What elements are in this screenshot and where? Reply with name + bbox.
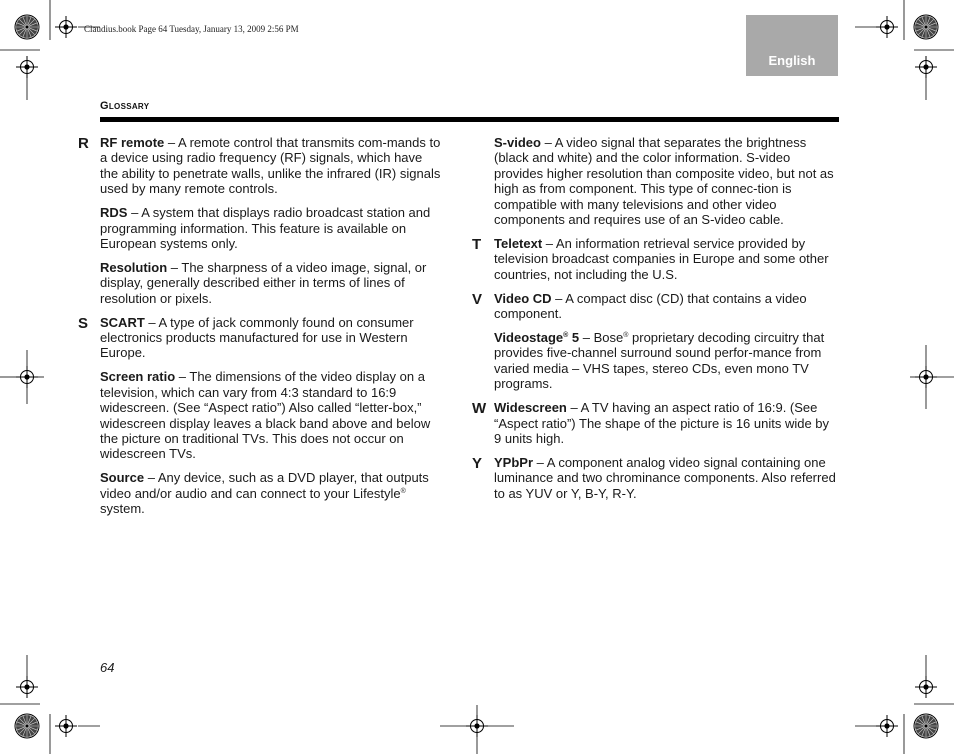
alpha-index-letter: W: [472, 400, 487, 418]
entry-text: [494, 455, 837, 501]
entry-term: Videostage: [494, 329, 564, 345]
glossary-entry: [78, 314, 443, 361]
entry-text: [100, 135, 443, 197]
entry-definition: – A remote control that transmits com-mands to a device using radio frequency (RF) signals, which have the ability to penetrate walls, unlike the infrared (IR) signals used by many remote controls.: [100, 135, 441, 197]
entry-term: SCART: [100, 314, 145, 330]
registered-mark: ®: [563, 331, 569, 339]
entry-term: RF remote: [100, 135, 165, 150]
entry-text: [494, 400, 837, 446]
entry-term: Resolution: [100, 259, 168, 275]
entry-text: [100, 470, 443, 516]
entry-term: S-video: [494, 135, 541, 150]
entry-text: [494, 291, 837, 322]
glossary-entry: [472, 400, 837, 446]
glossary-entry: [472, 454, 837, 501]
entry-text: [494, 135, 837, 227]
entry-text: [494, 236, 837, 282]
entry-definition: – A system that displays radio broadcast station and programming information. This feature is available on European systems only.: [100, 205, 431, 251]
alpha-index-letter: S: [78, 314, 89, 332]
entry-text: [100, 315, 443, 361]
entry-definition: – The dimensions of the video display on a television, which can vary from 4:3 standard to 16:9 widescreen. (See “Aspect ratio”) Also called “letter-box,” widescreen display leaves a black band above and below the picture on traditional TVs. This does not occur on widescreen TVs.: [100, 369, 431, 462]
entry-term: RDS: [100, 205, 128, 221]
entry-definition: – The sharpness of a video image, signal, or display, generally described either in terms of lines of resolution or pixels.: [100, 259, 427, 306]
entry-definition: – A type of jack commonly found on consumer electronics products manufactured for use in Western Europe.: [100, 314, 414, 361]
entry-term: Widescreen: [494, 400, 567, 416]
glossary-entry: [78, 135, 443, 197]
entry-definition: – Bose: [579, 329, 624, 345]
entry-term-tail: 5: [568, 329, 580, 345]
header-rule: [100, 117, 839, 122]
entry-definition: – A TV having an aspect ratio of 16:9. (See “Aspect ratio”) The shape of the picture is 16 units wide by 9 units high.: [494, 400, 830, 446]
glossary-entry: [494, 135, 837, 227]
registered-mark: ®: [400, 487, 406, 495]
entry-text: [100, 369, 443, 461]
glossary-left-column: [78, 135, 443, 525]
entry-term: YPbPr: [494, 454, 534, 470]
glossary-entry: [100, 470, 443, 516]
glossary-right-column: [472, 135, 837, 510]
glossary-entry: [472, 235, 837, 282]
entry-definition: – An information retrieval service provided by television broadcast companies in Europe and some other countries, not including the U.S.: [494, 235, 829, 282]
glossary-entry: [100, 369, 443, 461]
section-title: Glossary: [100, 100, 150, 112]
glossary-entry: [472, 290, 837, 322]
glossary-entry: [100, 205, 443, 251]
page-number: 64: [100, 660, 115, 675]
entry-definition-tail: proprietary decoding circuitry that provides five-channel surround sound perfor-mance from varied media – VHS tapes, stereo CDs, even mono TV programs.: [494, 329, 825, 392]
alpha-index-letter: T: [472, 235, 482, 253]
entry-definition-tail: system.: [100, 501, 145, 517]
entry-definition: – A component analog video signal containing one luminance and two chrominance components. Also referred to as YUV or Y, B-Y, R-Y.: [494, 454, 836, 501]
alpha-index-letter: R: [78, 135, 89, 152]
entry-term: Screen ratio: [100, 369, 176, 385]
glossary-entry: [100, 260, 443, 306]
entry-term: Teletext: [494, 235, 543, 251]
language-tab: [746, 15, 838, 76]
file-header: Claudius.book Page 64 Tuesday, January 13, 2009 2:56 PM: [84, 24, 299, 34]
entry-definition: – Any device, such as a DVD player, that outputs video and/or audio and can connect to your Lifestyle: [100, 470, 429, 501]
glossary-entry: [494, 330, 837, 392]
entry-text: [100, 260, 443, 306]
entry-definition: – A compact disc (CD) that contains a video component.: [494, 290, 807, 322]
alpha-index-letter: V: [472, 290, 483, 308]
registered-mark: ®: [623, 331, 629, 339]
entry-definition: – A video signal that separates the brightness (black and white) and the color information. S-video provides higher resolution than composite video, but not as high as from component. This type of connec-tion is compatible with many televisions and other video components and requires use of an S-video cable.: [494, 135, 834, 228]
alpha-index-letter: Y: [472, 454, 483, 472]
entry-term: Video CD: [494, 290, 552, 306]
entry-text: [494, 330, 837, 392]
language-tab-label: English: [768, 53, 816, 68]
entry-term: Source: [100, 470, 145, 486]
entry-text: [100, 205, 443, 251]
